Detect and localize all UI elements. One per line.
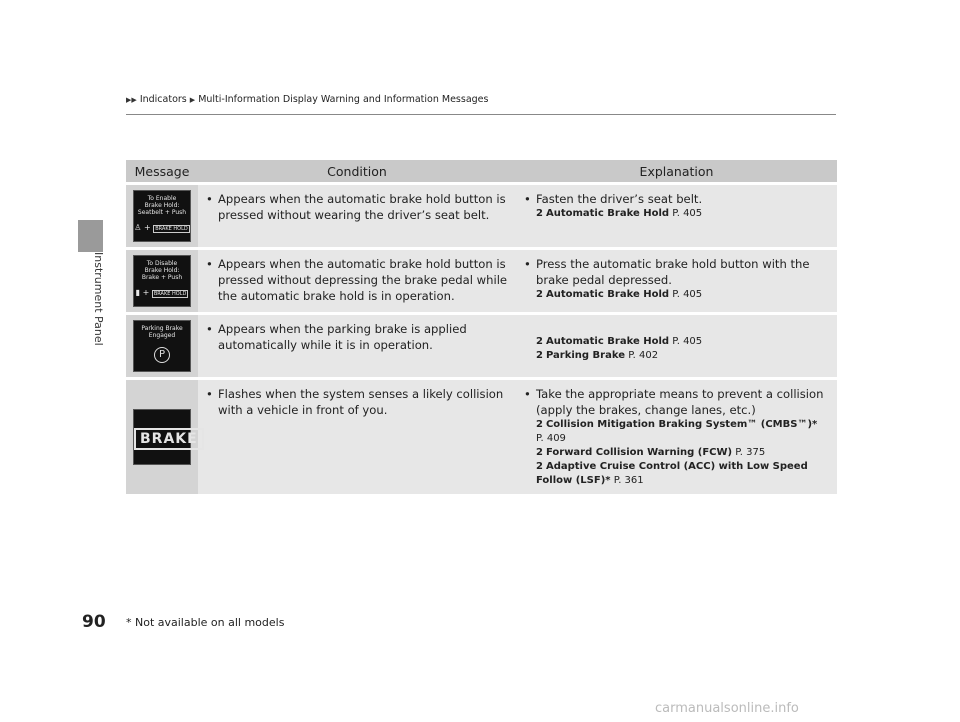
section-side-label: Instrument Panel — [92, 252, 105, 346]
display-text-line: Seatbelt + Push — [137, 209, 187, 216]
condition-text: • Appears when the automatic brake hold button is pressed without depressing the brake pedal while the automatic brake hold is in operation. — [206, 256, 510, 304]
display-text-line: Brake Hold: — [144, 202, 180, 209]
reference-page: P. 405 — [672, 289, 703, 300]
table-row — [126, 250, 837, 312]
table-header-row — [126, 160, 837, 182]
breadcrumb-item-indicators[interactable]: Indicators — [139, 94, 187, 105]
header-divider — [126, 114, 836, 115]
display-text-line: Brake Hold: — [144, 267, 180, 274]
reference-arrow-icon: 2 — [536, 447, 543, 458]
cross-reference-link[interactable] — [536, 335, 831, 349]
message-table — [126, 157, 837, 497]
breadcrumb-arrow-icon: ▶ — [189, 96, 196, 104]
condition-cell — [198, 380, 516, 494]
reference-title: Collision Mitigation Braking System™ (CMBS™)* — [545, 419, 818, 430]
cross-reference-link[interactable] — [536, 446, 831, 460]
reference-arrow-icon: 2 — [536, 419, 543, 430]
reference-title: Automatic Brake Hold — [545, 289, 670, 300]
display-brake-hold-disable — [133, 255, 191, 307]
cross-reference-link[interactable] — [536, 349, 831, 363]
display-text-line: To Enable — [147, 195, 177, 202]
condition-cell — [198, 250, 516, 312]
reference-page: P. 405 — [672, 208, 703, 219]
reference-page: P. 402 — [628, 350, 659, 361]
reference-arrow-icon: 2 — [536, 461, 543, 472]
breadcrumb-item-messages[interactable]: Multi-Information Display Warning and Information Messages — [198, 94, 489, 105]
explanation-cell — [516, 380, 837, 494]
display-text-line: Engaged — [148, 332, 176, 339]
watermark: carmanualsonline.info — [655, 701, 799, 716]
reference-arrow-icon: 2 — [536, 208, 543, 219]
condition-text: • Appears when the automatic brake hold button is pressed without wearing the driver’s seat belt. — [206, 191, 510, 223]
header-condition: Condition — [198, 160, 516, 182]
reference-arrow-icon: 2 — [536, 350, 543, 361]
explanation-cell — [516, 185, 837, 247]
message-image-cell — [126, 380, 198, 494]
message-image-cell — [126, 185, 198, 247]
condition-cell — [198, 185, 516, 247]
table-row — [126, 185, 837, 247]
reference-title: Adaptive Cruise Control (ACC) with Low Speed Follow (LSF)* — [536, 461, 808, 486]
reference-page: P. 405 — [672, 336, 703, 347]
cross-reference-link[interactable] — [536, 288, 831, 302]
brake-hold-icon-label: BRAKE HOLD — [155, 226, 188, 232]
brake-hold-icon-label: BRAKE HOLD — [153, 291, 187, 297]
explanation-cell — [516, 250, 837, 312]
reference-title: Automatic Brake Hold — [545, 336, 670, 347]
message-image-cell — [126, 315, 198, 377]
display-text-line: To Disable — [146, 260, 178, 267]
condition-text: • Appears when the parking brake is applied automatically while it is in operation. — [206, 321, 510, 353]
explanation-cell — [516, 315, 837, 377]
breadcrumb-arrow-icon: ▶▶ — [126, 96, 137, 104]
explanation-text: • Press the automatic brake hold button with the brake pedal depressed. — [524, 256, 831, 288]
display-brake-hold-enable — [133, 190, 191, 242]
explanation-text: • Fasten the driver’s seat belt. — [524, 191, 831, 207]
cross-reference-link[interactable] — [536, 207, 831, 221]
display-text-line: Parking Brake — [141, 325, 183, 332]
reference-title: Automatic Brake Hold — [545, 208, 670, 219]
header-message: Message — [126, 160, 198, 182]
brake-warning-icon: BRAKE — [134, 428, 204, 450]
reference-page: P. 409 — [536, 433, 566, 444]
breadcrumb — [126, 94, 488, 105]
table-row — [126, 380, 837, 494]
reference-page: P. 375 — [735, 447, 766, 458]
brake-pedal-plus-brake-hold-icon: ▮ + BRAKE HOLD — [135, 288, 187, 297]
page-number: 90 — [82, 612, 106, 632]
explanation-text: • Take the appropriate means to prevent a collision (apply the brakes, change lanes, etc.) — [524, 386, 831, 418]
reference-title: Parking Brake — [545, 350, 626, 361]
reference-page: P. 361 — [613, 475, 644, 486]
cross-reference-link[interactable] — [536, 460, 831, 488]
condition-cell — [198, 315, 516, 377]
condition-text: • Flashes when the system senses a likely collision with a vehicle in front of you. — [206, 386, 510, 418]
parking-brake-icon — [134, 345, 190, 363]
display-brake-warning — [133, 409, 198, 465]
cross-reference-link[interactable] — [536, 418, 831, 446]
message-image-cell — [126, 250, 198, 312]
table-row — [126, 315, 837, 377]
footnote: * Not available on all models — [126, 616, 285, 629]
parking-brake-icon-label: P — [154, 347, 170, 363]
section-tab-marker — [78, 220, 103, 252]
seatbelt-plus-brake-hold-icon: ♙ + BRAKE HOLD — [134, 223, 188, 232]
display-text-line: Brake + Push — [141, 274, 183, 281]
reference-arrow-icon: 2 — [536, 289, 543, 300]
reference-arrow-icon: 2 — [536, 336, 543, 347]
reference-title: Forward Collision Warning (FCW) — [545, 447, 733, 458]
header-explanation: Explanation — [516, 160, 837, 182]
display-parking-brake-engaged — [133, 320, 191, 372]
